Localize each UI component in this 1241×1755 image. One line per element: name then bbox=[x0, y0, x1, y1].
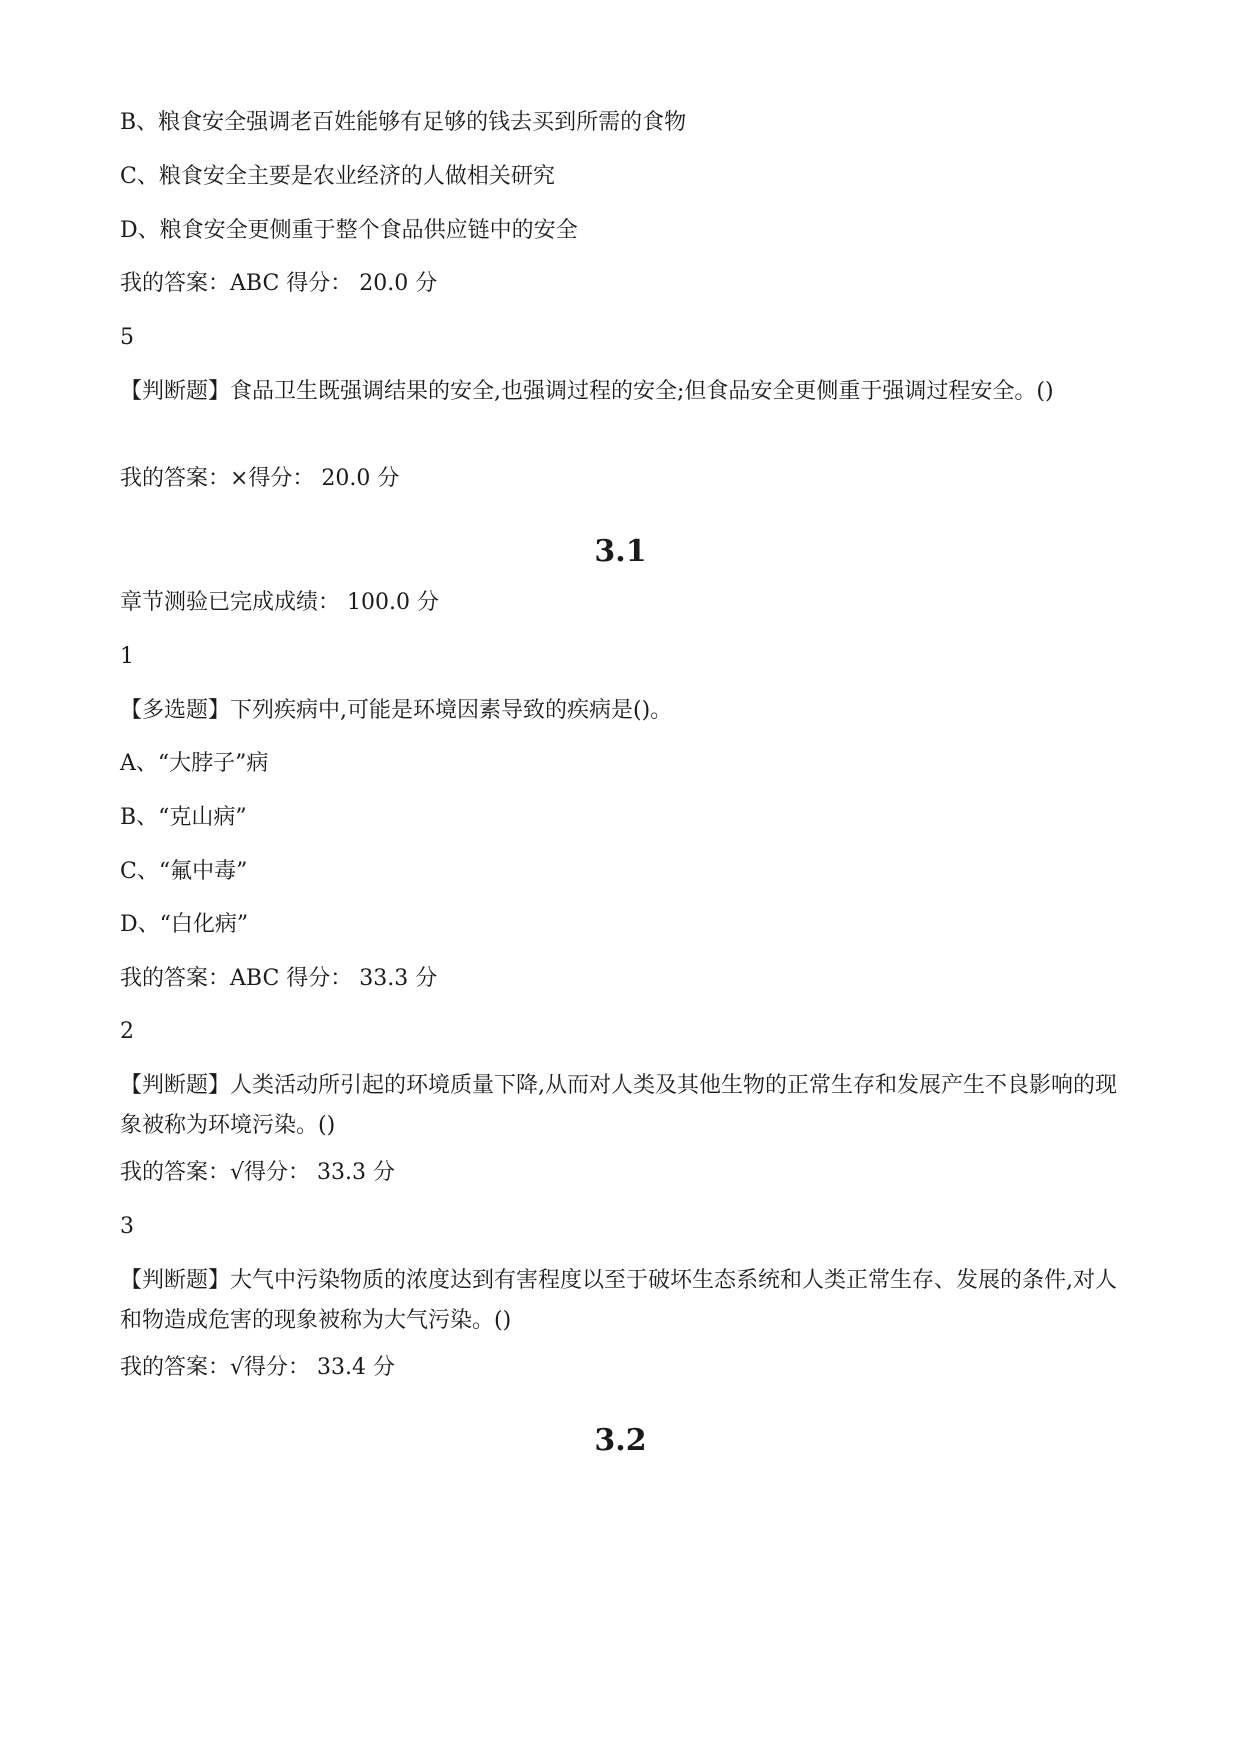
answer-line: 我的答案：√得分： 33.4 分 bbox=[120, 1355, 395, 1380]
option-d: D、粮食安全更侧重于整个食品供应链中的安全 bbox=[120, 218, 578, 243]
question-text: 【判断题】大气中污染物质的浓度达到有害程度以至于破坏生态系统和人类正常生存、发展的条件,对人和物造成危害的现象被称为大气污染。() bbox=[120, 1268, 1117, 1333]
question-text: 【判断题】人类活动所引起的环境质量下降,从而对人类及其他生物的正常生存和发展产生不良影响的现象被称为环境污染。() bbox=[120, 1073, 1117, 1138]
answer-line: 我的答案：ABC 得分： 20.0 分 bbox=[120, 271, 438, 296]
answer-line: 我的答案：√得分： 33.3 分 bbox=[120, 1160, 395, 1185]
answer-line: 我的答案：ABC 得分： 33.3 分 bbox=[120, 966, 438, 991]
option-c: C、粮食安全主要是农业经济的人做相关研究 bbox=[120, 164, 555, 189]
option-a: A、“大脖子”病 bbox=[120, 751, 269, 776]
question-text: 【多选题】下列疾病中,可能是环境因素导致的疾病是()。 bbox=[120, 698, 673, 723]
question-number: 3 bbox=[120, 1214, 134, 1239]
question-number: 1 bbox=[120, 644, 134, 669]
answer-line: 我的答案：×得分： 20.0 分 bbox=[120, 466, 400, 491]
option-d: D、“白化病” bbox=[120, 912, 249, 937]
chapter-score: 章节测验已完成成绩： 100.0 分 bbox=[120, 590, 439, 615]
question-text: 【判断题】食品卫生既强调结果的安全,也强调过程的安全;但食品安全更侧重于强调过程安全。() bbox=[120, 379, 1054, 404]
option-b: B、粮食安全强调老百姓能够有足够的钱去买到所需的食物 bbox=[120, 110, 687, 135]
question-number: 2 bbox=[120, 1019, 134, 1044]
option-b: B、“克山病” bbox=[120, 805, 247, 830]
question-number: 5 bbox=[120, 325, 134, 350]
section-heading-3-2: 3.2 bbox=[594, 1423, 647, 1458]
option-c: C、“氟中毒” bbox=[120, 859, 248, 884]
section-heading-3-1: 3.1 bbox=[594, 534, 647, 569]
